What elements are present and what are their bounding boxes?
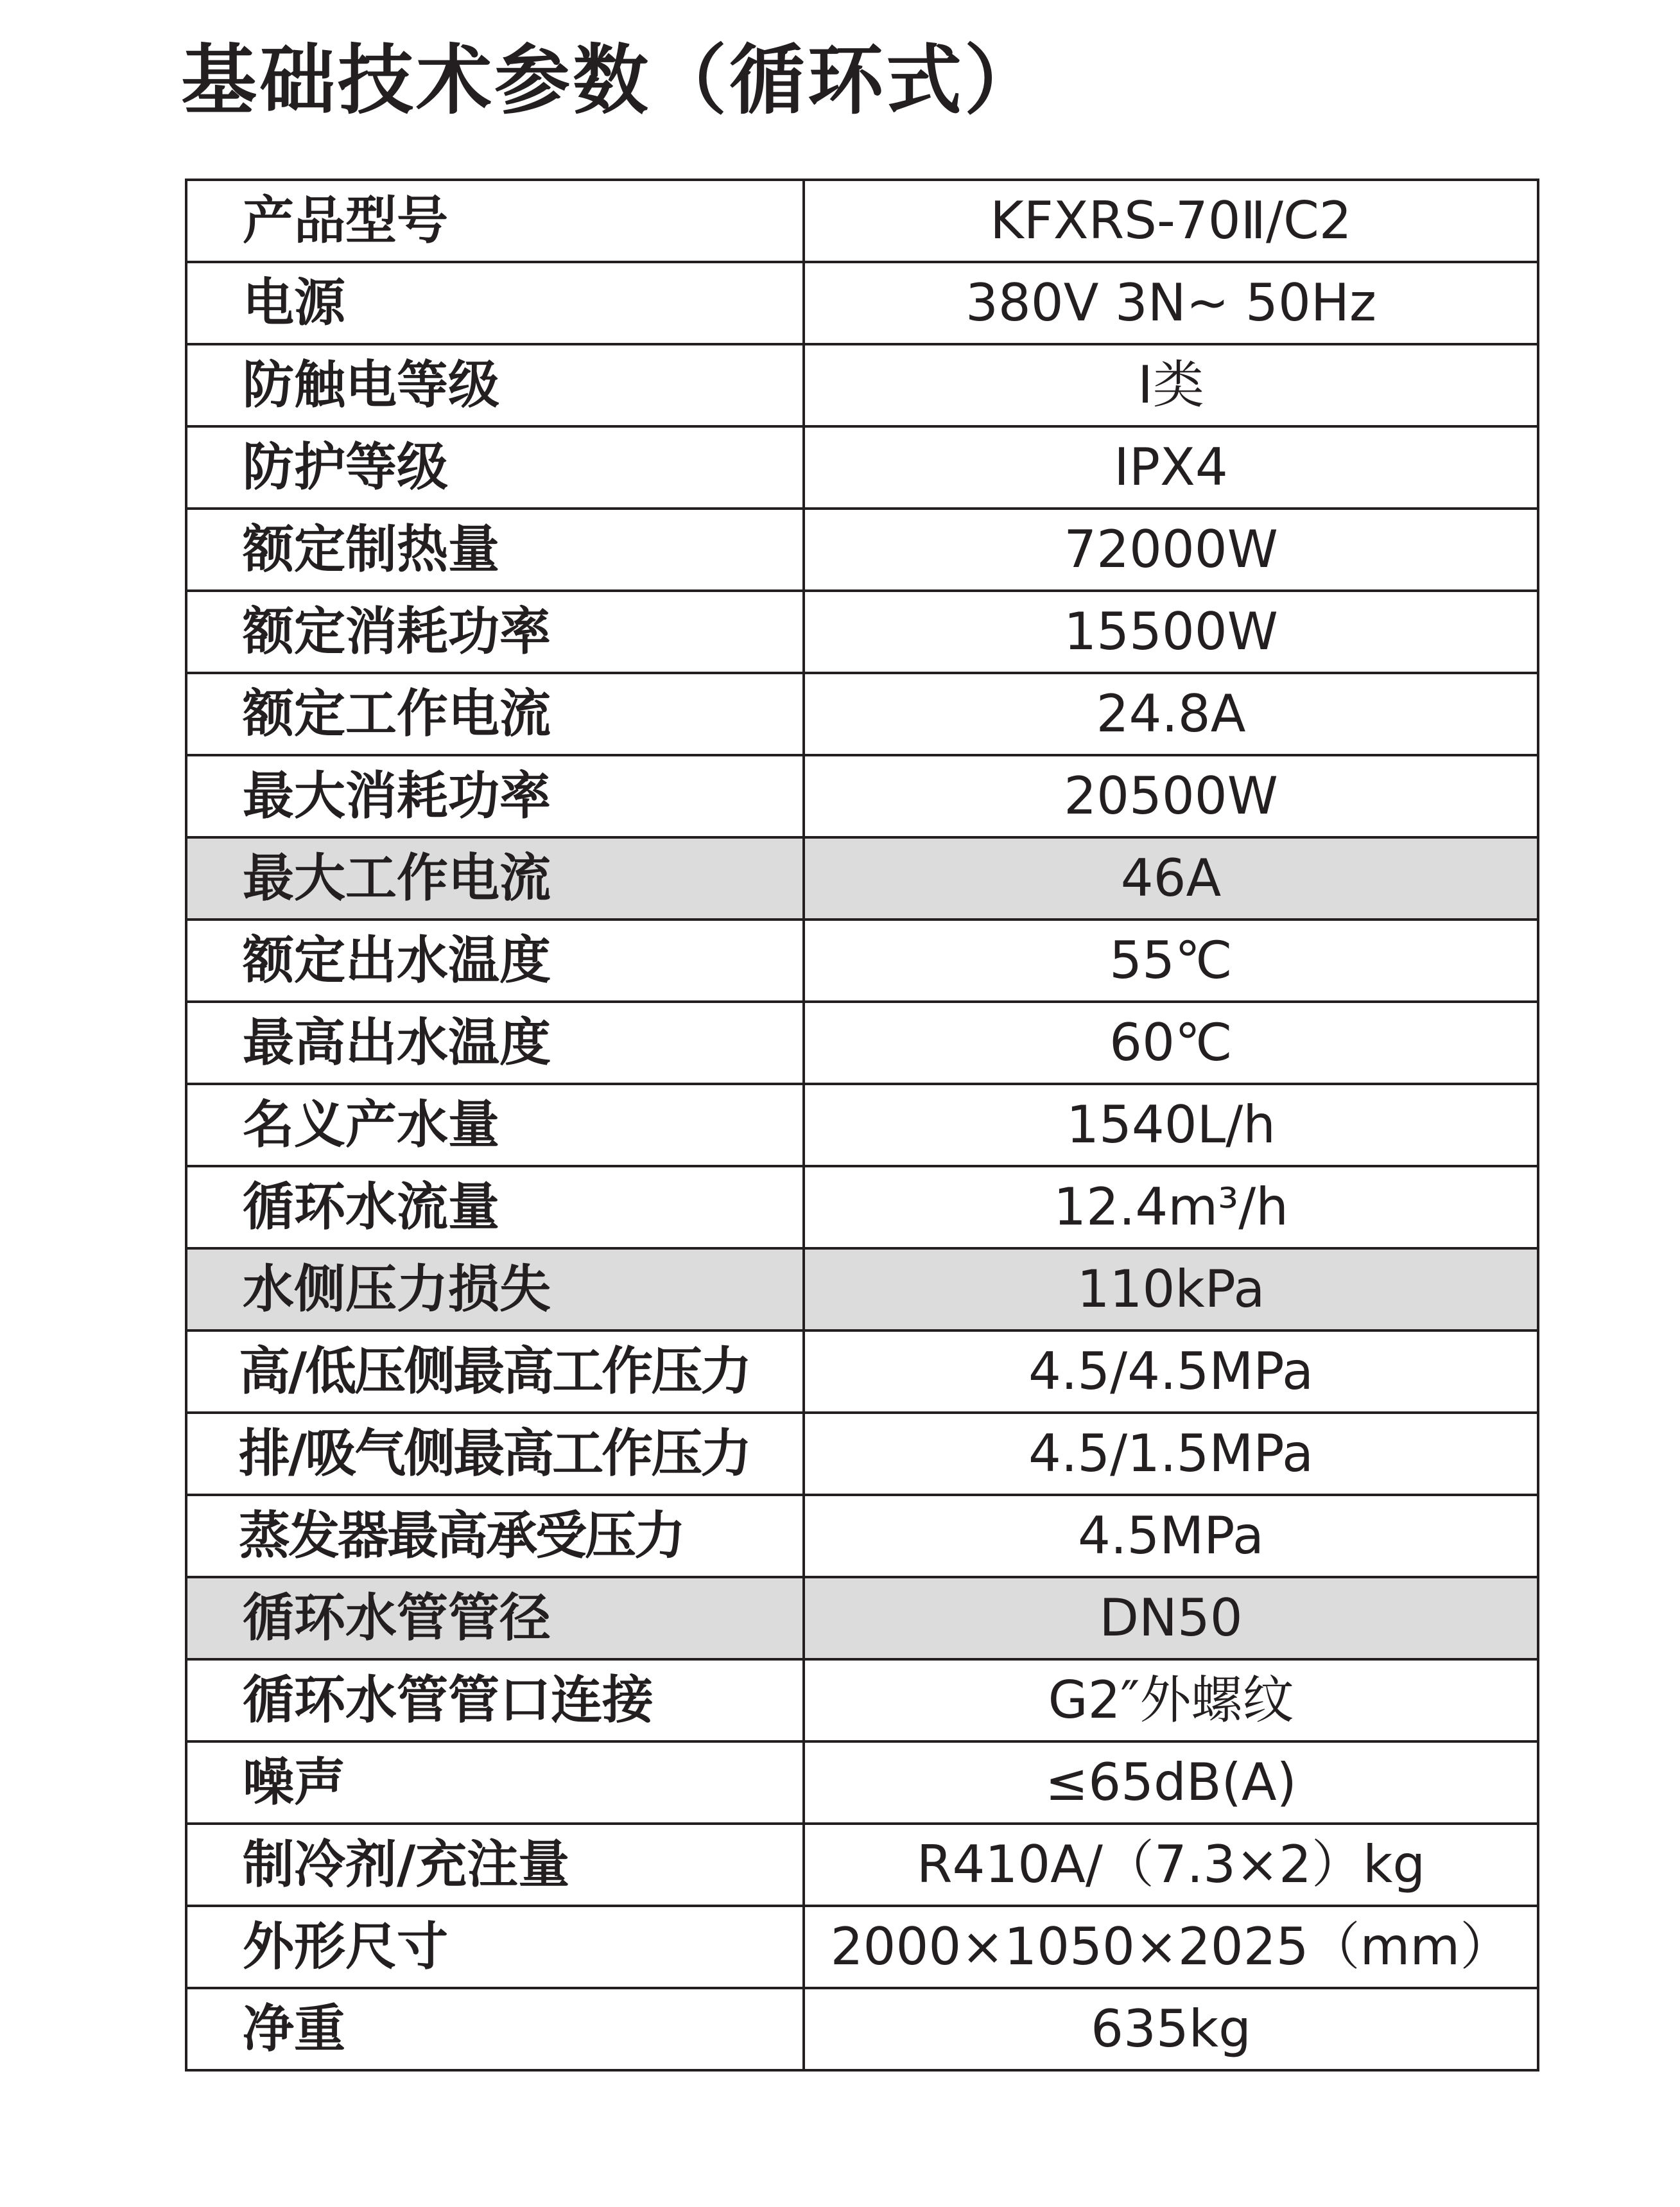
parameter-label: 最高出水温度 (186, 1002, 804, 1084)
parameter-label: 名义产水量 (186, 1084, 804, 1166)
parameter-value: 24.8A (804, 673, 1538, 755)
table-row (186, 426, 1538, 509)
parameter-label: 额定消耗功率 (186, 591, 804, 673)
table-row (186, 1002, 1538, 1084)
parameter-value: ≤65dB(A) (804, 1741, 1538, 1824)
parameter-value: 110kPa (804, 1248, 1538, 1330)
parameter-label: 电源 (186, 262, 804, 344)
parameter-label: 最大消耗功率 (186, 755, 804, 837)
parameter-value: 4.5MPa (804, 1495, 1538, 1577)
table-row (186, 1248, 1538, 1330)
table-row (186, 262, 1538, 344)
parameter-value: 380V 3N~ 50Hz (804, 262, 1538, 344)
table-row (186, 1413, 1538, 1495)
parameter-value: 72000W (804, 509, 1538, 591)
parameter-label: 防护等级 (186, 426, 804, 509)
parameter-label: 高/低压侧最高工作压力 (186, 1330, 804, 1413)
parameter-value: KFXRS-70Ⅱ/C2 (804, 180, 1538, 262)
parameter-value: DN50 (804, 1577, 1538, 1659)
parameter-value: Ⅰ类 (804, 344, 1538, 426)
parameter-label: 蒸发器最高承受压力 (186, 1495, 804, 1577)
parameter-label: 额定制热量 (186, 509, 804, 591)
parameter-value: 15500W (804, 591, 1538, 673)
table-row (186, 1741, 1538, 1824)
parameter-value: 1540L/h (804, 1084, 1538, 1166)
parameter-value: 2000×1050×2025（mm） (804, 1906, 1538, 1988)
page-title: 基础技术参数（循环式） (181, 36, 1043, 125)
parameter-value: 4.5/4.5MPa (804, 1330, 1538, 1413)
parameter-value: G2″外螺纹 (804, 1659, 1538, 1741)
parameter-value: 55℃ (804, 920, 1538, 1002)
table-row (186, 180, 1538, 262)
parameter-label: 额定工作电流 (186, 673, 804, 755)
parameter-label: 排/吸气侧最高工作压力 (186, 1413, 804, 1495)
table-row (186, 1824, 1538, 1906)
table-row (186, 1988, 1538, 2070)
parameter-label: 额定出水温度 (186, 920, 804, 1002)
parameter-value: R410A/（7.3×2）kg (804, 1824, 1538, 1906)
table-row (186, 344, 1538, 426)
parameter-label: 循环水管管口连接 (186, 1659, 804, 1741)
table-row (186, 920, 1538, 1002)
table-row (186, 1659, 1538, 1741)
table-row (186, 1577, 1538, 1659)
parameter-label: 循环水管管径 (186, 1577, 804, 1659)
parameter-label: 外形尺寸 (186, 1906, 804, 1988)
parameter-label: 防触电等级 (186, 344, 804, 426)
table-row (186, 837, 1538, 920)
table-row (186, 1166, 1538, 1248)
table-row (186, 1330, 1538, 1413)
parameter-label: 水侧压力损失 (186, 1248, 804, 1330)
table-row (186, 1084, 1538, 1166)
parameter-value: 635kg (804, 1988, 1538, 2070)
table-row (186, 1495, 1538, 1577)
parameter-value: 46A (804, 837, 1538, 920)
table-row (186, 673, 1538, 755)
parameter-label: 制冷剂/充注量 (186, 1824, 804, 1906)
parameter-label: 产品型号 (186, 180, 804, 262)
spec-table (185, 179, 1539, 2072)
table-row (186, 509, 1538, 591)
parameter-label: 最大工作电流 (186, 837, 804, 920)
table-row (186, 755, 1538, 837)
parameter-value: 4.5/1.5MPa (804, 1413, 1538, 1495)
parameter-label: 净重 (186, 1988, 804, 2070)
table-row (186, 1906, 1538, 1988)
parameter-value: 20500W (804, 755, 1538, 837)
parameter-value: 12.4m³/h (804, 1166, 1538, 1248)
table-row (186, 591, 1538, 673)
parameter-label: 噪声 (186, 1741, 804, 1824)
spec-table-body (186, 180, 1538, 2070)
parameter-value: 60℃ (804, 1002, 1538, 1084)
parameter-value: IPX4 (804, 426, 1538, 509)
parameter-label: 循环水流量 (186, 1166, 804, 1248)
